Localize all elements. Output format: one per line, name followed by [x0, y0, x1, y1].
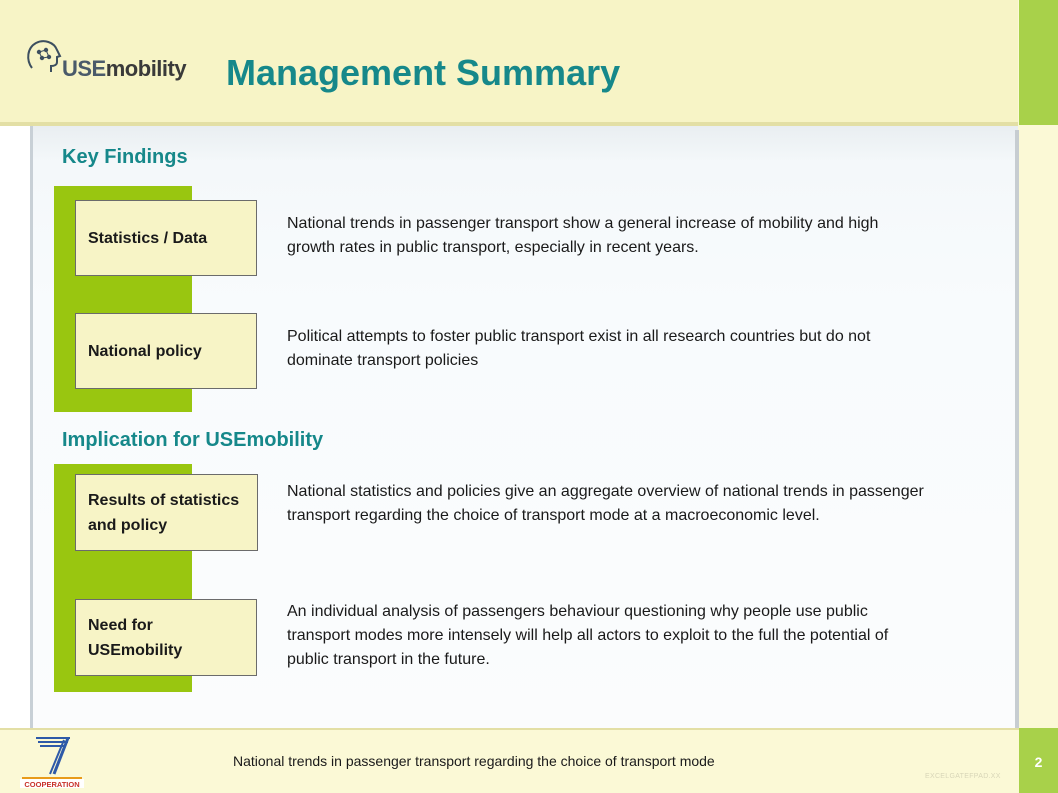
key-findings-title: Key Findings [62, 146, 188, 168]
footer-text: National trends in passenger transport regarding the choice of transport mode [233, 753, 715, 769]
head-profile-icon [24, 38, 64, 78]
fp7-cooperation-label: COOPERATION [24, 780, 80, 789]
page-title: Management Summary [226, 52, 621, 93]
implication-need-text: An individual analysis of passengers behaviour questioning why people use public transport modes more intensely will help all actors to exploit to the full the potential of public transport in the future. [287, 603, 889, 668]
panel-left-edge [30, 126, 33, 728]
label-need-usemobility: Need for USEmobility [75, 599, 257, 676]
label-national-policy: National policy [75, 313, 257, 389]
label-statistics-data: Statistics / Data [75, 200, 257, 276]
fp7-cooperation-logo [18, 732, 86, 790]
implication-title: Implication for USEmobility [62, 429, 324, 451]
page-number: 2 [1034, 754, 1043, 770]
footer-watermark: EXCELGATEFPAD.XX [925, 773, 1001, 780]
panel-right-shadow [1015, 130, 1019, 728]
logo-wordmark: USEmobility [62, 56, 187, 81]
finding-statistics-text: National trends in passenger transport show a general increase of mobility and high growth rates in public transport, especially in recent years. [287, 215, 879, 256]
usemobility-logo [24, 38, 194, 84]
implication-results-text: National statistics and policies give an aggregate overview of national trends in passenger transport regarding the choice of transport mode at a macroeconomic level. [287, 483, 924, 524]
label-results-statistics-policy: Results of statistics and policy [75, 474, 258, 551]
right-bar-top-accent [1019, 0, 1058, 125]
finding-policy-text: Political attempts to foster public transport exist in all research countries but do not dominate transport policies [287, 328, 871, 369]
